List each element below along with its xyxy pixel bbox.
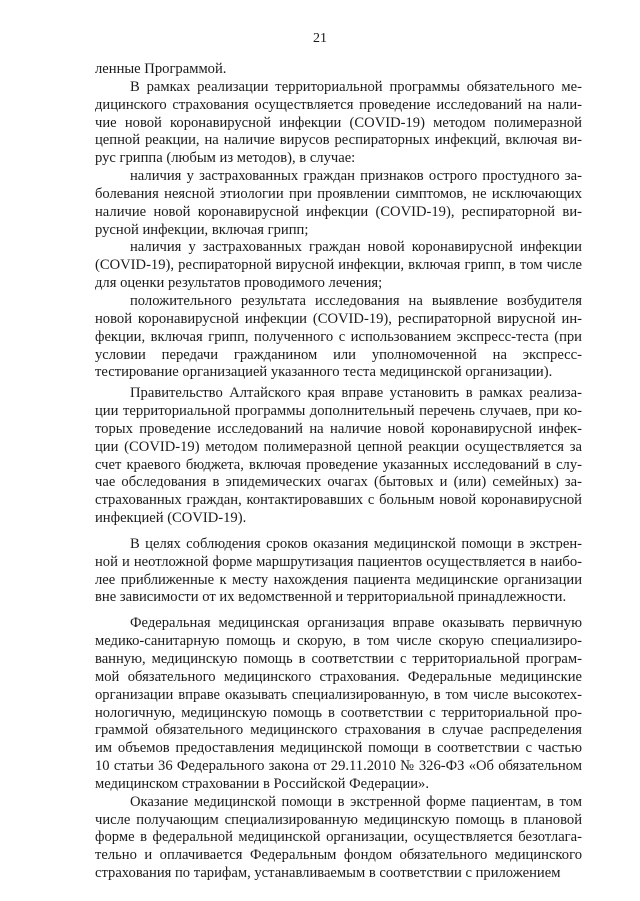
text-line: фекции, включая грипп, полученного с использованием экспресс-теста (при	[95, 328, 582, 345]
text-line: цепной реакции, на наличие вирусов респираторных инфекций, включая ви-	[95, 132, 582, 149]
text-line: ванную, медицинскую помощь в соответствии с территориальной програм-	[95, 651, 582, 667]
text-line: нологичную, медицинскую помощь в соответствии с территориальной про-	[95, 704, 582, 721]
text-line: (COVID-19), респираторной вирусной инфекции, включая грипп, в том числе	[95, 257, 582, 274]
text-line: организации вправе оказывать специализированную, в том числе высокотех-	[95, 686, 582, 703]
text-line: торых проведение исследований на наличие новой коронавирусной инфек-	[95, 420, 582, 437]
paragraph	[95, 615, 582, 793]
text-line: форме в федеральной медицинской организации, осуществляется безотлага-	[95, 829, 582, 846]
text-line: страхованных граждан, контактировавших с больным новой коронавирусной	[95, 492, 582, 509]
text-line: ции территориальной программы дополнительный перечень случаев, при ко-	[95, 403, 582, 420]
text-line: наличия у застрахованных граждан признаков острого простудного за-	[130, 168, 582, 185]
text-line: инфекцией (COVID-19).	[95, 510, 247, 527]
text-line: медицинском страховании в Российской Федерации».	[95, 775, 429, 792]
text-line: Федеральная медицинская организация вправе оказывать первичную	[130, 615, 582, 632]
page-number: 21	[313, 31, 327, 46]
text-line: положительного результата исследования на выявление возбудителя	[130, 292, 582, 309]
paragraph	[95, 239, 582, 293]
text-line: Правительство Алтайского края вправе установить в рамках реализа-	[130, 385, 582, 402]
text-line: наличие новой коронавирусной инфекции (COVID-19), респираторной ви-	[95, 203, 582, 220]
text-line: русной инфекции, включая грипп;	[95, 221, 309, 238]
text-line: счет краевого бюджета, включая проведение указанных исследований в слу-	[95, 456, 582, 473]
paragraph	[95, 794, 582, 883]
text-line: чие новой коронавирусной инфекции (COVID-19) методом полимеразной	[95, 114, 582, 131]
text-line: им объемов предоставления медицинской помощи в соответствии с частью	[95, 740, 582, 757]
text-line: В целях соблюдения сроков оказания медицинской помощи в экстрен-	[130, 535, 582, 552]
text-line: В рамках реализации территориальной программы обязательного ме-	[130, 78, 582, 95]
text-line: ленные Программой.	[95, 61, 227, 77]
text-line: вне зависимости от их ведомственной и территориальной принадлежности.	[95, 589, 567, 606]
text-line: страхования по тарифам, устанавливаемым в соответствии с приложением	[95, 865, 561, 882]
text-line: условии передачи гражданином или уполномоченной на экспресс-	[95, 346, 582, 363]
text-line: дицинского страхования осуществляется проведение исследований на нали-	[95, 96, 582, 113]
paragraph	[95, 79, 582, 168]
text-line: тестирование организацией указанного теста медицинской организации).	[95, 364, 553, 381]
text-line: числе получающим специализированную медицинскую помощь в плановой	[95, 811, 582, 828]
paragraph	[95, 168, 582, 239]
text-line: лее приближенные к месту нахождения пациента медицинские организации	[95, 571, 582, 588]
paragraph	[95, 61, 582, 79]
text-line: болевания неясной этиологии при проявлении симптомов, не исключающих	[95, 185, 582, 202]
text-line: ной и неотложной форме маршрутизация пациентов осуществляется в наибо-	[95, 553, 582, 570]
text-line: граммой обязательного медицинского страхования в случае распределения	[95, 722, 582, 739]
text-line: для оценки результатов проводимого лечения;	[95, 275, 383, 292]
text-line: новой коронавирусной инфекции (COVID-19), респираторной вирусной ин-	[95, 310, 582, 327]
text-line: Оказание медицинской помощи в экстренной форме пациентам, в том	[130, 793, 582, 810]
text-line: тельно и оплачивается Федеральным фондом обязательного медицинского	[95, 847, 582, 864]
text-line: ции (COVID-19) методом полимеразной цепной реакции осуществляется за	[95, 438, 582, 455]
document-body	[95, 61, 582, 883]
text-line: медико-санитарную помощь и скорую, в том числе скорую специализиро-	[95, 633, 582, 650]
paragraph	[95, 293, 582, 382]
text-line: мой обязательного медицинского страхования. Федеральные медицинские	[95, 668, 582, 685]
text-line: чае обследования в эпидемических очагах (бытовых и (или) семейных) за-	[95, 474, 582, 491]
text-line: наличия у застрахованных граждан новой коронавирусной инфекции	[130, 239, 582, 256]
paragraph	[95, 536, 582, 607]
text-line: 10 статьи 36 Федерального закона от 29.11.2010 № 326-ФЗ «Об обязательном	[95, 758, 582, 775]
paragraph	[95, 385, 582, 528]
text-line: рус гриппа (любым из методов), в случае:	[95, 150, 356, 167]
